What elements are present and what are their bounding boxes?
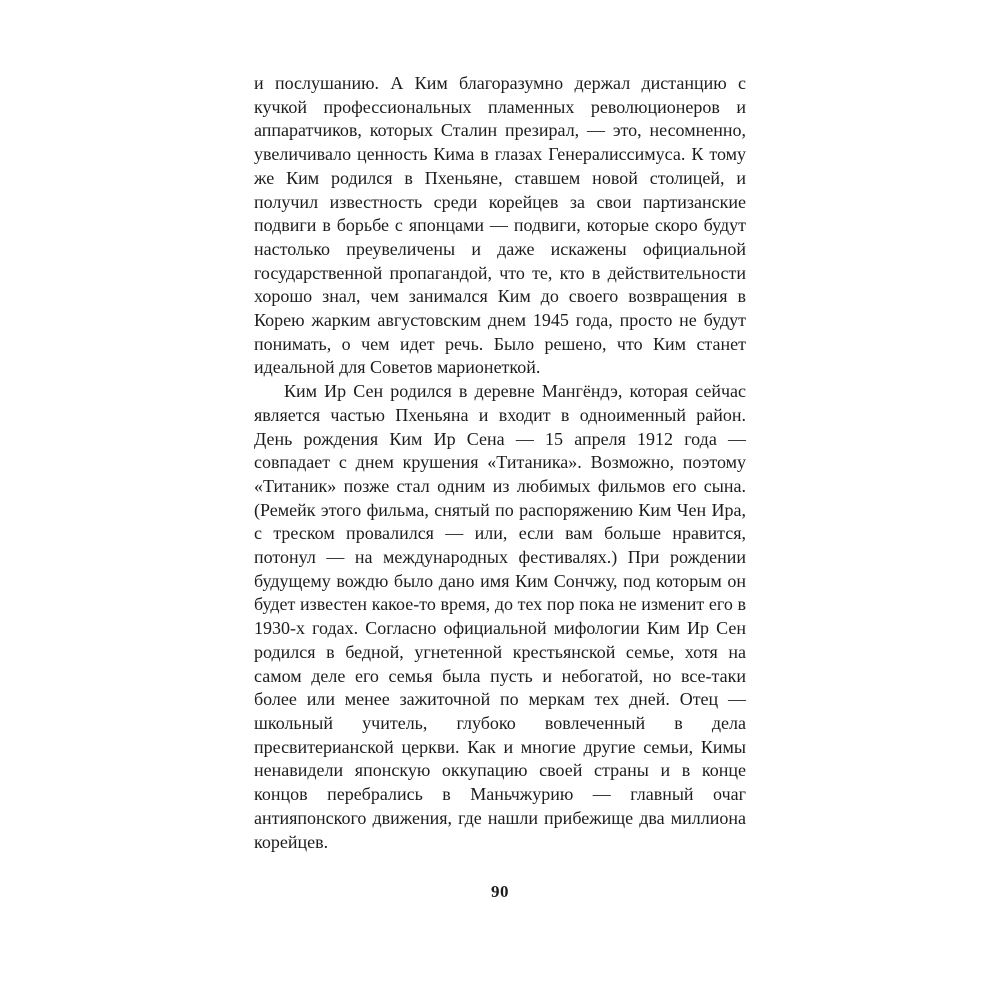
page-number: 90 xyxy=(491,882,509,902)
text-block xyxy=(254,0,746,904)
paragraph-kim-birth: Ким Ир Сен родился в деревне Мангёндэ, которая сейчас является частью Пхеньяна и входит в одноименный район. День рождения Ким Ир Сена — 15 апреля 1912 года — совпадает с днем крушения «Титаника». Возможно, поэтому «Титаник» позже стал одним из любимых фильмов его сына. (Ремейк этого фильма, снятый по распоряжению Ким Чен Ира, с треском провалился — или, если вам больше нравится, потонул — на международных фестивалях.) При рождении будущему вождю было дано имя Ким Сончжу, под которым он будет известен какое-то время, до тех пор пока не изменит его в 1930-х годах. Согласно официальной мифологии Ким Ир Сен родился в бедной, угнетенной крестьянской семье, хотя на самом деле его семья была пусть и небогатой, но все-таки более или менее зажиточной по меркам тех дней. Отец — школьный учитель, глубоко вовлеченный в дела пресвитерианской церкви. Как и многие другие семьи, Кимы ненавидели японскую оккупацию своей страны и в конце концов перебрались в Маньчжурию — главный очаг антияпонского движения, где нашли прибежище два миллиона корейцев. xyxy=(254,381,746,852)
paragraph-continuation: и послушанию. А Ким благоразумно держал дистанцию с кучкой профессиональных пламенных революционеров и аппаратчиков, которых Сталин презирал, — это, несомненно, увеличивало ценность Кима в глазах Генералиссимуса. К тому же Ким родился в Пхеньяне, ставшем новой столицей, и получил известность среди корейцев за свои партизанские подвиги в борьбе с японцами — подвиги, которые скоро будут настолько преувеличены и даже искажены официальной государственной пропагандой, что те, кто в действительности хорошо знал, чем занимался Ким до своего возвращения в Корею жарким августовским днем 1945 года, просто не будут понимать, о чем идет речь. Было решено, что Ким станет идеальной для Советов марионеткой. xyxy=(254,73,746,378)
